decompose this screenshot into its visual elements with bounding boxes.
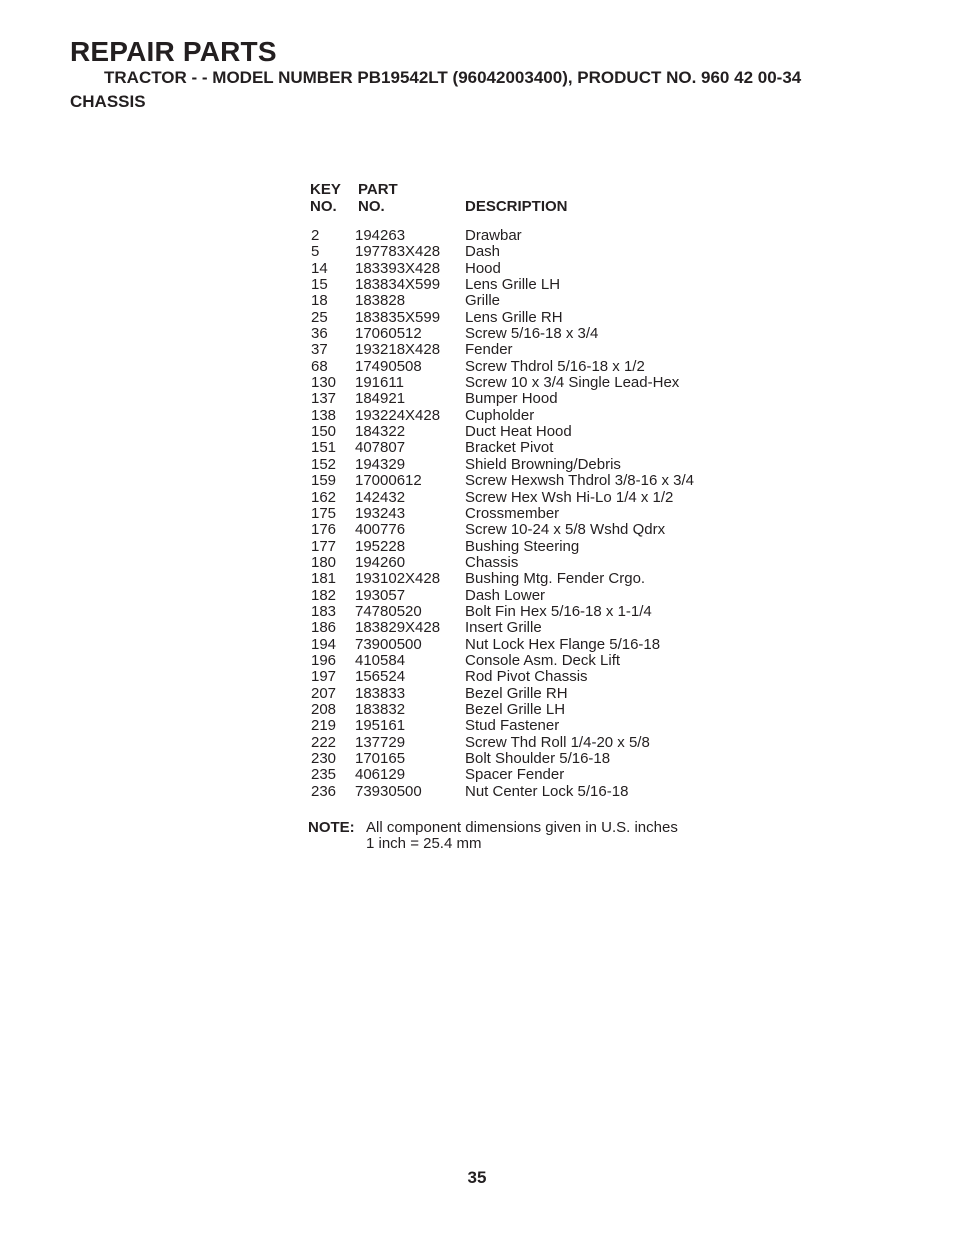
key-no-cell: 186 <box>311 619 337 637</box>
key-no-cell: 5 <box>311 243 320 261</box>
description-cell: Screw Hexwsh Thdrol 3/8-16 x 3/4 <box>465 472 694 490</box>
description-cell: Screw Hex Wsh Hi-Lo 1/4 x 1/2 <box>465 488 674 506</box>
part-no-cell: 73930500 <box>355 782 422 800</box>
key-no-cell: 175 <box>311 504 337 522</box>
key-no-cell: 207 <box>311 684 337 702</box>
description-cell: Bracket Pivot <box>465 439 554 457</box>
description-cell: Bushing Steering <box>465 537 580 555</box>
key-no-cell: 235 <box>311 766 337 784</box>
key-no-cell: 150 <box>311 423 337 441</box>
description-cell: Shield Browning/Debris <box>465 455 621 473</box>
description-cell: Nut Lock Hex Flange 5/16-18 <box>465 635 661 653</box>
description-cell: Screw Thd Roll 1/4-20 x 5/8 <box>465 733 650 751</box>
key-no-cell: 177 <box>311 537 337 555</box>
part-no-cell: 183828 <box>355 292 406 310</box>
key-no-cell: 176 <box>311 521 337 539</box>
part-no-cell: 183829X428 <box>355 619 441 637</box>
description-cell: Crossmember <box>465 504 560 522</box>
key-header-line2: NO. <box>310 198 337 215</box>
part-no-cell: 193057 <box>355 586 406 604</box>
description-cell: Lens Grille LH <box>465 276 561 294</box>
key-no-cell: 151 <box>311 439 337 457</box>
note-label: NOTE: <box>308 819 355 836</box>
key-no-cell: 196 <box>311 651 337 669</box>
key-no-cell: 197 <box>311 668 337 686</box>
description-cell: Grille <box>465 292 501 310</box>
part-header-line1: PART <box>358 181 398 198</box>
part-no-cell: 194263 <box>355 227 406 244</box>
part-header-line2: NO. <box>358 198 385 215</box>
description-cell: Screw 10 x 3/4 Single Lead-Hex <box>465 374 680 392</box>
key-no-cell: 222 <box>311 733 337 751</box>
description-cell: Bolt Shoulder 5/16-18 <box>465 750 611 767</box>
key-no-cell: 230 <box>311 750 337 767</box>
description-cell: Lens Grille RH <box>465 308 563 326</box>
description-cell: Fender <box>465 341 513 359</box>
part-no-cell: 193243 <box>355 504 406 522</box>
key-no-cell: 181 <box>311 570 337 588</box>
description-cell: Drawbar <box>465 227 522 244</box>
part-no-cell: 17000612 <box>355 472 422 490</box>
key-no-cell: 18 <box>311 292 328 310</box>
description-cell: Bezel Grille LH <box>465 700 566 718</box>
key-no-cell: 182 <box>311 586 337 604</box>
part-no-cell: 410584 <box>355 651 406 669</box>
page-number: 35 <box>467 1168 487 1187</box>
part-no-cell: 73900500 <box>355 635 422 653</box>
description-cell: Bumper Hood <box>465 390 558 408</box>
part-no-cell: 195228 <box>355 537 406 555</box>
part-no-cell: 17060512 <box>355 325 422 343</box>
key-no-cell: 183 <box>311 602 337 620</box>
part-no-cell: 194329 <box>355 455 406 473</box>
part-no-cell: 183393X428 <box>355 259 441 277</box>
description-cell: Insert Grille <box>465 619 542 637</box>
description-cell: Dash <box>465 243 501 261</box>
part-no-cell: 183834X599 <box>355 276 441 294</box>
description-cell: Cupholder <box>465 406 535 424</box>
part-no-cell: 142432 <box>355 488 406 506</box>
key-no-cell: 180 <box>311 553 337 571</box>
description-cell: Bushing Mtg. Fender Crgo. <box>465 570 646 588</box>
part-no-header <box>358 181 398 215</box>
key-no-cell: 15 <box>311 276 328 294</box>
description-cell: Stud Fastener <box>465 717 560 735</box>
description-cell: Nut Center Lock 5/16-18 <box>465 782 629 800</box>
note-text-line2: 1 inch = 25.4 mm <box>366 835 482 852</box>
description-cell: Chassis <box>465 553 519 571</box>
key-no-cell: 68 <box>311 357 328 375</box>
key-no-cell: 138 <box>311 406 337 424</box>
description-cell: Rod Pivot Chassis <box>465 668 588 686</box>
description-cell: Duct Heat Hood <box>465 423 572 441</box>
part-no-cell: 191611 <box>355 374 404 392</box>
key-no-header <box>310 181 341 215</box>
key-no-cell: 2 <box>311 227 320 244</box>
description-cell: Screw 10-24 x 5/8 Wshd Qdrx <box>465 521 666 539</box>
key-no-cell: 137 <box>311 390 337 408</box>
part-no-cell: 137729 <box>355 733 406 751</box>
description-cell: Hood <box>465 259 501 277</box>
key-no-cell: 162 <box>311 488 337 506</box>
part-no-cell: 193224X428 <box>355 406 441 424</box>
key-no-cell: 219 <box>311 717 337 735</box>
description-cell: Spacer Fender <box>465 766 565 784</box>
key-no-cell: 159 <box>311 472 337 490</box>
key-no-cell: 152 <box>311 455 337 473</box>
part-no-cell: 400776 <box>355 521 406 539</box>
part-no-cell: 407807 <box>355 439 406 457</box>
description-cell: Dash Lower <box>465 586 546 604</box>
key-no-cell: 14 <box>311 259 328 277</box>
page-title: REPAIR PARTS <box>70 36 277 67</box>
key-no-cell: 208 <box>311 700 337 718</box>
part-no-cell: 184921 <box>355 390 406 408</box>
model-subtitle: TRACTOR - - MODEL NUMBER PB19542LT (96042003400), PRODUCT NO. 960 42 00-34 <box>104 68 802 87</box>
key-no-cell: 36 <box>311 325 328 343</box>
part-no-cell: 193218X428 <box>355 341 441 359</box>
description-cell: Console Asm. Deck Lift <box>465 651 621 669</box>
part-no-cell: 197783X428 <box>355 243 441 261</box>
key-header-line1: KEY <box>310 181 341 198</box>
key-no-cell: 37 <box>311 341 328 359</box>
part-no-cell: 156524 <box>355 668 406 686</box>
part-no-cell: 194260 <box>355 553 406 571</box>
description-cell: Bezel Grille RH <box>465 684 568 702</box>
description-cell: Bolt Fin Hex 5/16-18 x 1-1/4 <box>465 602 652 620</box>
note-text-line1: All component dimensions given in U.S. inches <box>366 819 678 836</box>
part-no-cell: 193102X428 <box>355 570 441 588</box>
part-no-cell: 183835X599 <box>355 308 441 326</box>
description-cell: Screw 5/16-18 x 3/4 <box>465 325 599 343</box>
part-no-cell: 17490508 <box>355 357 422 375</box>
description-header: DESCRIPTION <box>465 198 568 215</box>
part-no-cell: 184322 <box>355 423 406 441</box>
part-no-cell: 183833 <box>355 684 406 702</box>
description-cell: Screw Thdrol 5/16-18 x 1/2 <box>465 357 645 375</box>
part-no-cell: 183832 <box>355 700 406 718</box>
part-no-cell: 74780520 <box>355 602 422 620</box>
key-no-cell: 194 <box>311 635 337 653</box>
key-no-cell: 236 <box>311 782 337 800</box>
part-no-cell: 170165 <box>355 750 406 767</box>
section-title: CHASSIS <box>70 92 146 111</box>
key-no-cell: 130 <box>311 374 337 392</box>
part-no-cell: 406129 <box>355 766 406 784</box>
part-no-cell: 195161 <box>355 717 406 735</box>
key-no-cell: 25 <box>311 308 328 326</box>
